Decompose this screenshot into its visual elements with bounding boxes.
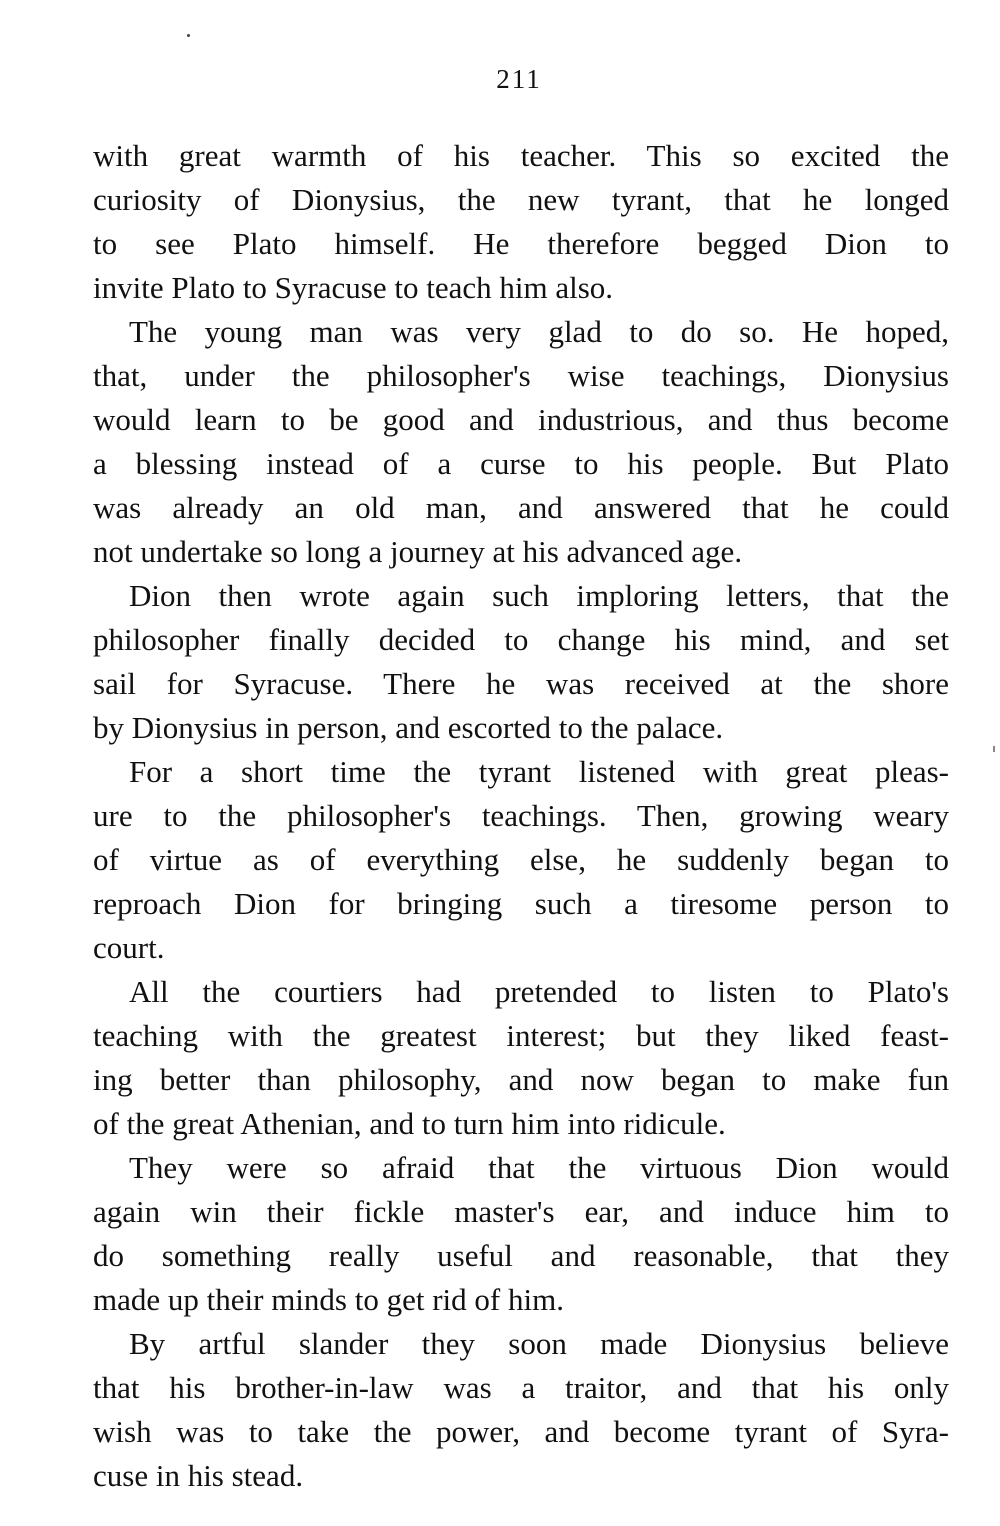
text-line: do something really useful and reasonable, that they bbox=[93, 1238, 949, 1273]
paragraph-7 bbox=[93, 1322, 949, 1498]
text-line: that his brother-in-law was a traitor, and that his only bbox=[93, 1370, 949, 1405]
text-line: reproach Dion for bringing such a tiresome person to bbox=[93, 886, 949, 921]
text-line: by Dionysius in person, and escorted to the palace. bbox=[93, 710, 724, 745]
text-line: a blessing instead of a curse to his people. But Plato bbox=[93, 446, 949, 481]
text-line: of the great Athenian, and to turn him into ridicule. bbox=[93, 1106, 726, 1141]
text-line: ing better than philosophy, and now began to make fun bbox=[93, 1062, 949, 1097]
text-line: curiosity of Dionysius, the new tyrant, that he longed bbox=[93, 182, 949, 217]
print-speck bbox=[187, 34, 190, 37]
text-line: All the courtiers had pretended to listen to Plato's bbox=[129, 974, 949, 1009]
text-line: teaching with the greatest interest; but they liked feast- bbox=[93, 1018, 949, 1053]
paragraph-5 bbox=[93, 970, 949, 1146]
text-line: sail for Syracuse. There he was received at the shore bbox=[93, 666, 949, 701]
text-line: ure to the philosopher's teachings. Then, growing weary bbox=[93, 798, 949, 833]
text-line: They were so afraid that the virtuous Dion would bbox=[129, 1150, 949, 1185]
text-line: cuse in his stead. bbox=[93, 1458, 304, 1493]
paragraph-1 bbox=[93, 134, 949, 310]
text-line: to see Plato himself. He therefore begged Dion to bbox=[93, 226, 949, 261]
text-line: By artful slander they soon made Dionysius believe bbox=[129, 1326, 949, 1361]
text-line: with great warmth of his teacher. This so excited the bbox=[93, 138, 949, 173]
edge-mark bbox=[993, 746, 995, 752]
page-number: 211 bbox=[496, 64, 542, 94]
text-line: that, under the philosopher's wise teachings, Dionysius bbox=[93, 358, 949, 393]
body-text bbox=[93, 134, 949, 1498]
paragraph-4 bbox=[93, 750, 949, 970]
text-line: would learn to be good and industrious, and thus become bbox=[93, 402, 949, 437]
text-line: philosopher finally decided to change his mind, and set bbox=[93, 622, 949, 657]
text-line: again win their fickle master's ear, and induce him to bbox=[93, 1194, 949, 1229]
paragraph-6 bbox=[93, 1146, 949, 1322]
text-line: invite Plato to Syracuse to teach him also. bbox=[93, 270, 614, 305]
text-line: wish was to take the power, and become tyrant of Syra- bbox=[93, 1414, 949, 1449]
paragraph-2 bbox=[93, 310, 949, 574]
text-line: of virtue as of everything else, he suddenly began to bbox=[93, 842, 949, 877]
text-line: Dion then wrote again such imploring letters, that the bbox=[129, 578, 949, 613]
text-line: made up their minds to get rid of him. bbox=[93, 1282, 564, 1317]
text-line: The young man was very glad to do so. He hoped, bbox=[129, 314, 949, 349]
paragraph-3 bbox=[93, 574, 949, 750]
text-line: was already an old man, and answered that he could bbox=[93, 490, 949, 525]
text-line: not undertake so long a journey at his advanced age. bbox=[93, 534, 743, 569]
text-line: court. bbox=[93, 930, 165, 965]
text-line: For a short time the tyrant listened with great pleas- bbox=[129, 754, 949, 789]
